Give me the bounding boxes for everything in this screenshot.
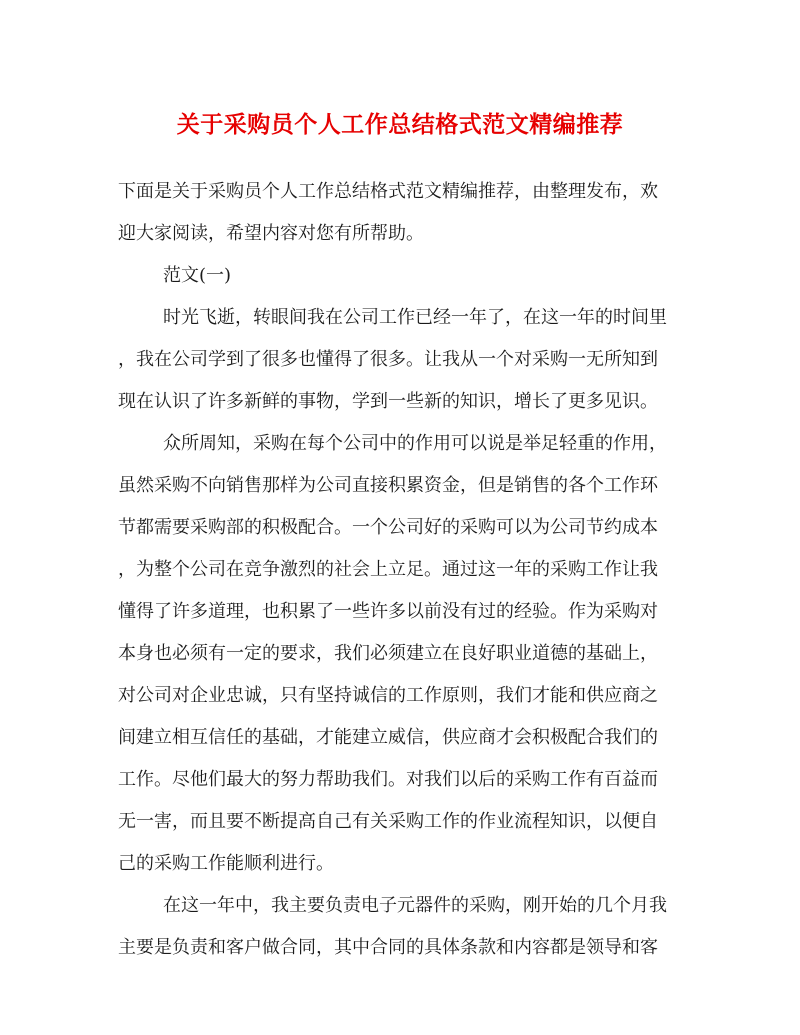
body-line: 无一害，而且要不断提高自己有关采购工作的作业流程知识，以便自 bbox=[118, 811, 658, 832]
body-line: 众所周知，采购在每个公司中的作用可以说是举足轻重的作用， bbox=[163, 433, 667, 454]
body-line: 在这一年中，我主要负责电子元器件的采购，刚开始的几个月我 bbox=[163, 895, 667, 916]
section-heading: 范文(一) bbox=[163, 265, 232, 286]
body-line: 本身也必须有一定的要求，我们必须建立在良好职业道德的基础上， bbox=[118, 643, 658, 664]
body-line: ，为整个公司在竞争激烈的社会上立足。通过这一年的采购工作让我 bbox=[118, 559, 658, 580]
body-line: 间建立相互信任的基础，才能建立威信，供应商才会积极配合我们的 bbox=[118, 727, 658, 748]
body-line: 迎大家阅读，希望内容对您有所帮助。 bbox=[118, 223, 424, 244]
body-line: 下面是关于采购员个人工作总结格式范文精编推荐，由整理发布，欢 bbox=[118, 181, 658, 202]
body-line: 节都需要采购部的积极配合。一个公司好的采购可以为公司节约成本 bbox=[118, 517, 658, 538]
body-line: 虽然采购不向销售那样为公司直接积累资金，但是销售的各个工作环 bbox=[118, 475, 658, 496]
body-line: 工作。尽他们最大的努力帮助我们。对我们以后的采购工作有百益而 bbox=[118, 769, 658, 790]
body-line: 时光飞逝，转眼间我在公司工作已经一年了，在这一年的时间里 bbox=[163, 307, 667, 328]
body-line: ，我在公司学到了很多也懂得了很多。让我从一个对采购一无所知到 bbox=[118, 349, 658, 370]
body-line: 主要是负责和客户做合同，其中合同的具体条款和内容都是领导和客 bbox=[118, 937, 658, 958]
body-line: 现在认识了许多新鲜的事物，学到一些新的知识，增长了更多见识。 bbox=[118, 391, 658, 412]
document-title: 关于采购员个人工作总结格式范文精编推荐 bbox=[176, 111, 624, 138]
body-line: 懂得了许多道理，也积累了一些许多以前没有过的经验。作为采购对 bbox=[118, 601, 658, 622]
body-line: 己的采购工作能顺利进行。 bbox=[118, 853, 334, 874]
body-line: 对公司对企业忠诚，只有坚持诚信的工作原则，我们才能和供应商之 bbox=[118, 685, 658, 706]
